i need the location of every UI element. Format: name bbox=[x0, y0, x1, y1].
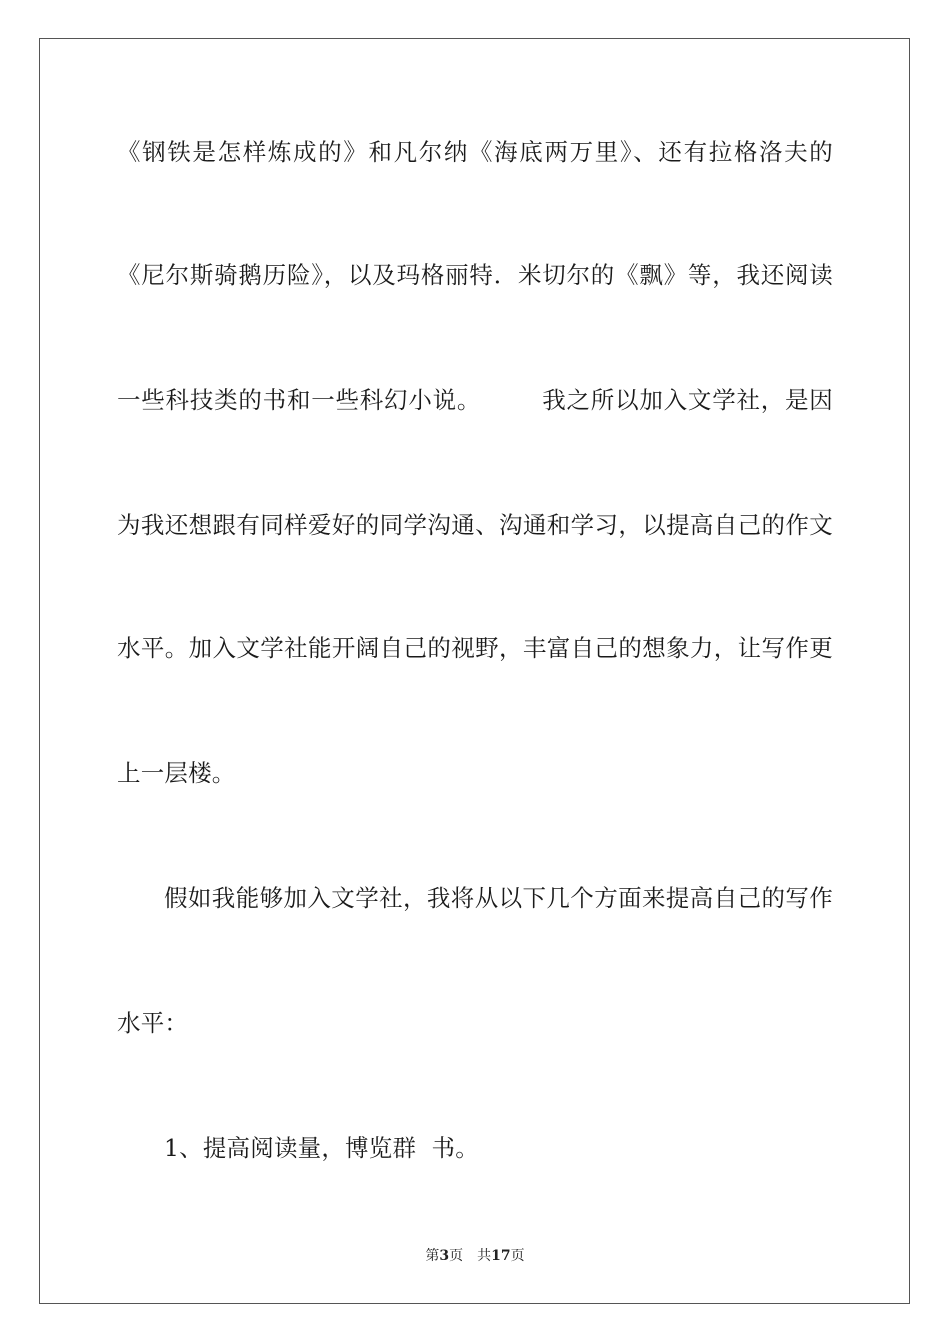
text-line-7: 假如我能够加入文学社，我将从以下几个方面来提高自己的写作 bbox=[164, 884, 833, 912]
text-line-2: 《尼尔斯骑鹅历险》，以及玛格丽特．米切尔的《飘》等，我还阅读 bbox=[117, 261, 833, 289]
text-line-5: 水平。加入文学社能开阔自己的视野，丰富自己的想象力，让写作更 bbox=[117, 634, 833, 662]
text-line-8: 水平： bbox=[117, 1009, 189, 1037]
page-footer bbox=[0, 1246, 950, 1266]
footer-suffix: 页 bbox=[510, 1248, 525, 1264]
text-line-4: 为我还想跟有同样爱好的同学沟通、沟通和学习，以提高自己的作文 bbox=[117, 511, 833, 539]
footer-prefix: 第 bbox=[425, 1248, 440, 1264]
text-line-3: 一些科技类的书和一些科幻小说。 我之所以加入文学社，是因 bbox=[117, 386, 833, 414]
footer-mid: 页 共 bbox=[449, 1248, 492, 1264]
footer-current-page: 3 bbox=[439, 1248, 450, 1264]
text-line-9: 1、提高阅读量，博览群 书。 bbox=[164, 1134, 479, 1162]
page-border bbox=[39, 38, 910, 1304]
footer-total-pages: 17 bbox=[491, 1248, 511, 1264]
text-line-1: 《钢铁是怎样炼成的》和凡尔纳《海底两万里》、还有拉格洛夫的 bbox=[117, 138, 833, 166]
text-line-6: 上一层楼。 bbox=[117, 759, 236, 787]
